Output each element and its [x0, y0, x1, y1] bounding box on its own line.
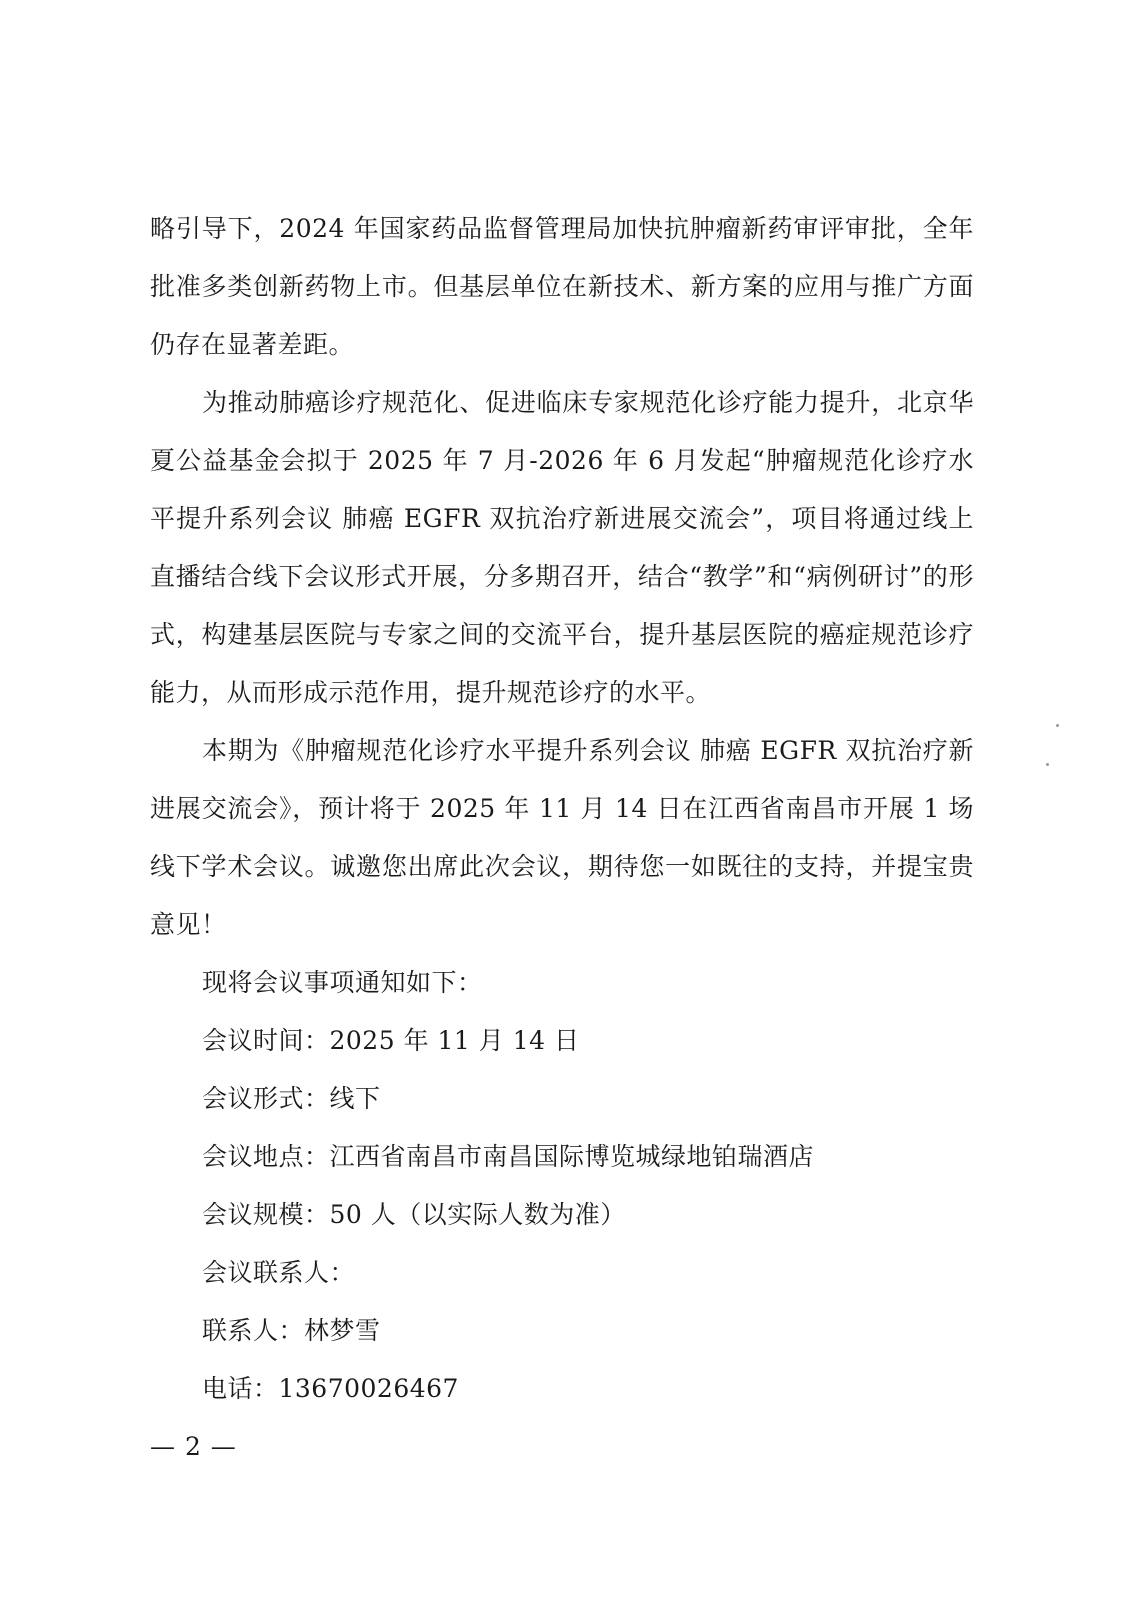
contact-person-line: 联系人：林梦雪	[202, 1316, 381, 1345]
meeting-time-line: 会议时间：2025 年 11 月 14 日	[202, 1026, 580, 1055]
paragraph-project-background: 为推动肺癌诊疗规范化、促进临床专家规范化诊疗能力提升，北京华夏公益基金会拟于 2025 年 7 月-2026 年 6 月发起“肿瘤规范化诊疗水平提升系列会议 肺癌 EGFR 双抗治疗新进展交流会”，项目将通过线上直播结合线下会议形式开展，分多期召开，结合“教学”和“病例研讨”的形式，构建基层医院与专家之间的交流平台，提升基层医院的癌症规范诊疗能力，从而形成示范作用，提升规范诊疗的水平。	[150, 388, 974, 707]
meeting-scale-line: 会议规模：50 人（以实际人数为准）	[202, 1200, 626, 1229]
notice-intro-line: 现将会议事项通知如下：	[202, 968, 483, 997]
document-body	[150, 200, 974, 1418]
meeting-contact-heading: 会议联系人：	[202, 1258, 356, 1287]
meeting-format-line: 会议形式：线下	[202, 1084, 381, 1113]
page-number: — 2 —	[150, 1432, 237, 1461]
paragraph-continuation: 略引导下，2024 年国家药品监督管理局加快抗肿瘤新药审评审批，全年批准多类创新药物上市。但基层单位在新技术、新方案的应用与推广方面仍存在显著差距。	[150, 214, 974, 359]
scan-speck	[1046, 763, 1049, 766]
scan-speck	[1056, 724, 1059, 727]
contact-phone-line: 电话：13670026467	[202, 1374, 459, 1403]
paragraph-meeting-invitation: 本期为《肿瘤规范化诊疗水平提升系列会议 肺癌 EGFR 双抗治疗新进展交流会》，预计将于 2025 年 11 月 14 日在江西省南昌市开展 1 场线下学术会议。诚邀您出席此次会议，期待您一如既往的支持，并提宝贵意见！	[150, 736, 974, 939]
meeting-venue-line: 会议地点：江西省南昌市南昌国际博览城绿地铂瑞酒店	[202, 1142, 815, 1171]
